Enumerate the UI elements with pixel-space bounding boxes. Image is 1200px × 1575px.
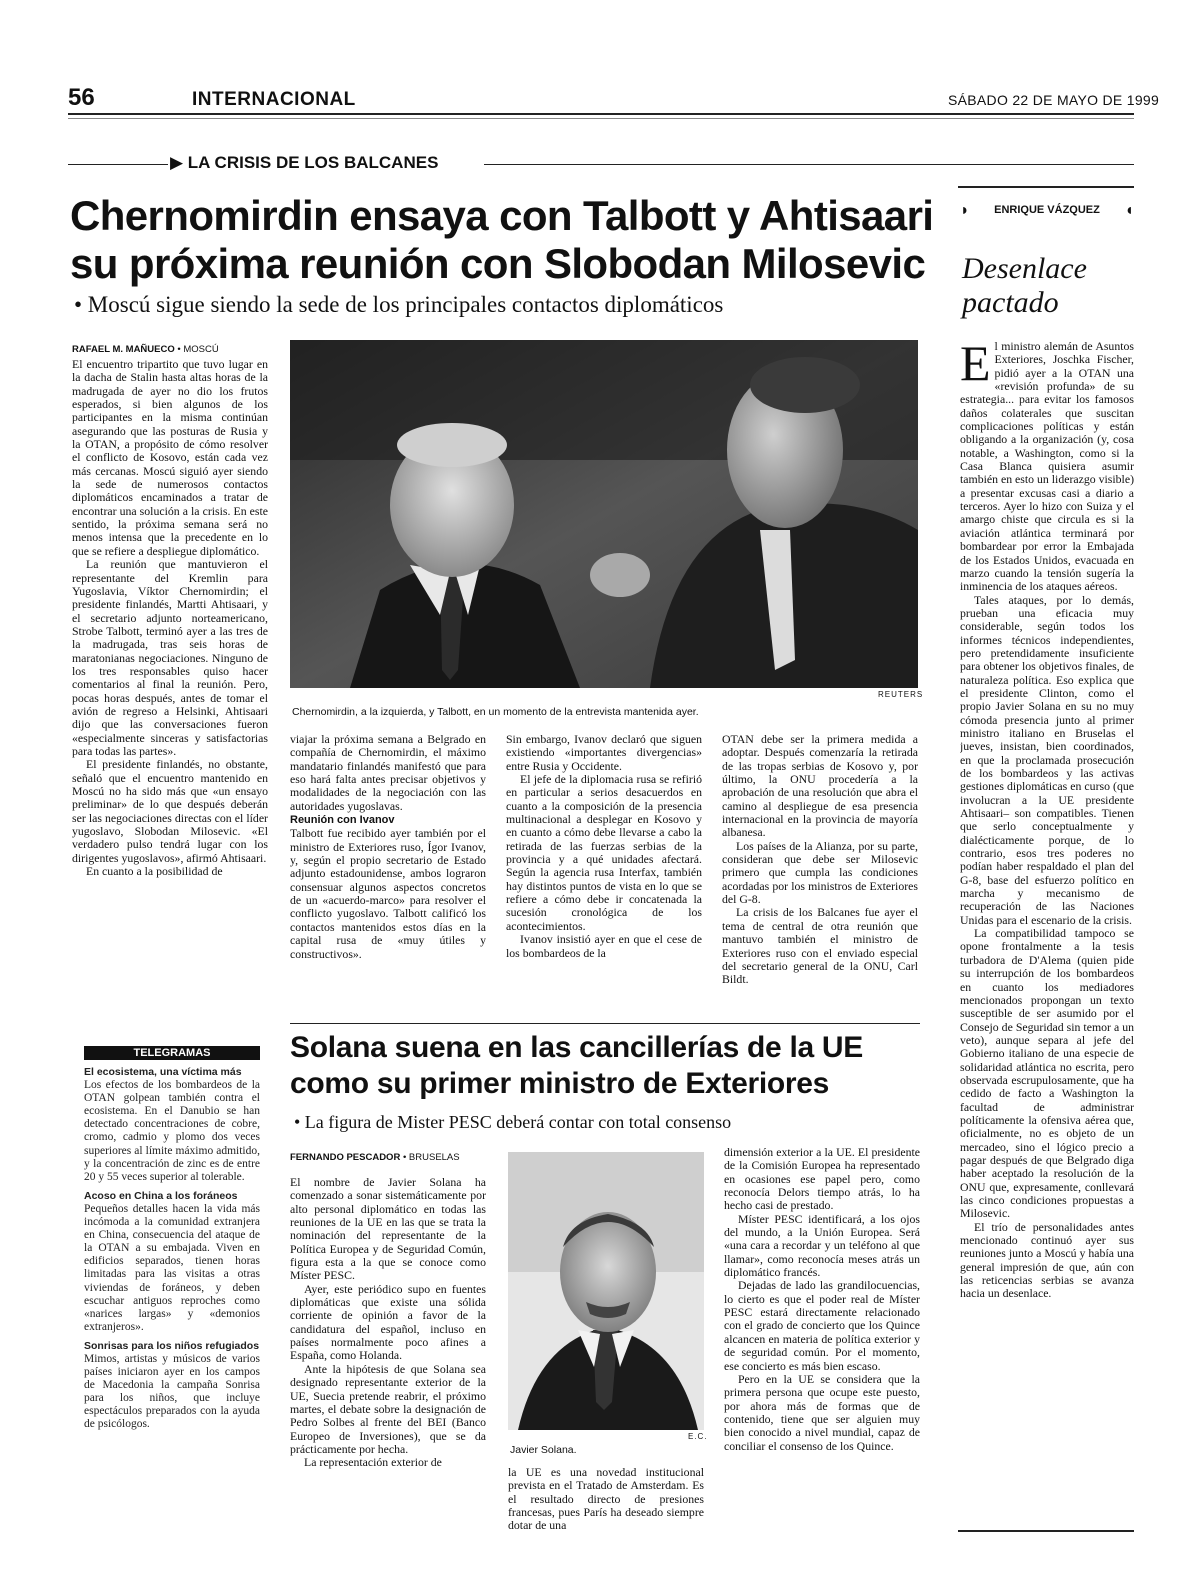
main-headline-line1: Chernomirdin ensaya con Talbott y Ahtisaari: [70, 192, 934, 239]
main-byline-city: • MOSCÚ: [177, 344, 219, 355]
solana-photo-credit: E.C.: [688, 1432, 708, 1441]
telegrams-box: [84, 1066, 260, 1536]
main-col4-par: Los países de la Alianza, por su parte, consideran que debe ser Milosevic primero que cumpla las condiciones acordadas por los ministros de Exteriores del G-8.: [722, 838, 918, 907]
second-col1-par: El nombre de Javier Solana ha comenzado a sonar sistemáticamente por alto personal diplomático en todas las reuniones de la UE en las que se trata la nominación del representante de la Política Europea y de Seguridad Común, figura esta a la que se conoce como Míster PESC.: [290, 1176, 486, 1283]
solana-photo-caption: Javier Solana.: [510, 1444, 577, 1456]
opinion-right-mark-icon: ◖: [1124, 202, 1134, 219]
header-rule: [68, 113, 1134, 115]
main-photo-credit: REUTERS: [878, 690, 924, 699]
kicker: [170, 153, 438, 173]
second-col3-par: Míster PESC identificará, a los ojos del mundo, a la Unión Europea. Será «una cara a recordar y un teléfono al que llamar», como reconocía meses atrás un diplomático francés.: [724, 1211, 920, 1280]
opinion-author: ENRIQUE VÁZQUEZ: [994, 204, 1100, 216]
main-col4-par: OTAN debe ser la primera medida a adoptar. Después comenzaría la retirada de las tropas serbias de Kosovo y, por último, la ONU procedería a la aprobación de una resolución que abra el camino al despliegue de esa presencia internacional en la provincia de mayoría albanesa.: [722, 733, 918, 840]
section-name: INTERNACIONAL: [192, 89, 356, 110]
second-col1-par: Ante la hipótesis de que Solana sea designado representante exterior de la UE, Suecia pretende reabrir, el próximo martes, el debate sobre la designación de Pedro Solbes al frente del BEI (Banco Europeo de Inversiones), que se da prácticamente por hecha.: [290, 1361, 486, 1456]
second-col1-par: La representación exterior de: [304, 1455, 442, 1470]
main-col3-par: El jefe de la diplomacia rusa se refirió en particular a serios desacuerdos en cuanto a la composición de la presencia multinacional a desplegar en Kosovo y en cuanto a cómo debe llevarse a cabo la retirada de las fuerzas serbias de la provincia y a qué unidades afectará. Según la agencia rusa Interfax, también hay distintos puntos de vista en lo que se refiere a cómo debe ir concatenada la sucesión cronológica de los acontecimientos.: [506, 772, 702, 933]
main-col2-par: Talbott fue recibido ayer también por el ministro de Exteriores ruso, Ígor Ivanov, y, según el propio secretario de Estado adjunto estadounidense, ambos lograron consensuar algunos aspectos concretos de un «acuerdo-marco» para resolver el conflicto yugoslavo. Talbott calificó los contactos mantenidos estos días en la capital rusa de «muy útiles y constructivos».: [290, 826, 486, 961]
second-article-rule: [290, 1023, 920, 1024]
telegram-item: [84, 1340, 260, 1432]
kicker-text: LA CRISIS DE LOS BALCANES: [187, 153, 439, 172]
opinion-body: [960, 340, 1134, 1530]
telegram-text: Mimos, artistas y músicos de varios países iniciaron ayer en los campos de Macedonia la campaña Sonrisa para los niños, que incluye espectáculos preparados con la ayuda de psicólogos.: [84, 1352, 260, 1431]
main-headline: [70, 192, 950, 288]
opinion-author-bar: [960, 204, 1134, 218]
opinion-left-mark-icon: ◗: [960, 202, 970, 219]
telegram-item: [84, 1190, 260, 1334]
page-number: 56: [68, 84, 95, 111]
opinion-top-rule: [958, 186, 1134, 188]
solana-photo: [508, 1152, 704, 1430]
main-col3-par: Sin embargo, Ivanov declaró que siguen existiendo «importantes divergencias» entre Rusia y Occidente.: [506, 733, 702, 773]
main-col2-subhead: Reunión con Ivanov: [290, 814, 395, 827]
second-col-3: [724, 1146, 920, 1564]
telegrams-title: TELEGRAMAS: [84, 1046, 260, 1060]
header-rule-dotted: [68, 118, 1134, 119]
telegram-head: El ecosistema, una víctima más: [84, 1066, 242, 1078]
main-col-1: [72, 358, 268, 1014]
second-col-1: [290, 1176, 486, 1564]
second-col3-par: dimensión exterior a la UE. El presidente de la Comisión Europea ha representado en ocasiones ese papel pero, como reconocía Delors tiempo atrás, lo ha hecho casi de prestado.: [724, 1146, 920, 1213]
second-headline: [290, 1030, 930, 1102]
main-col1-par: El presidente finlandés, no obstante, señaló que el encuentro mantenido en Moscú no ha sido más que «un ensayo preliminar» de lo que después deberán ser las negociaciones directas con el líder yugoslavo, Slobodan Milosevic. «El verdadero pulso tendrá lugar con los dirigentes yugoslavos», afirmó Ahtisaari.: [72, 757, 268, 865]
second-byline-city: • BRUSELAS: [402, 1152, 460, 1163]
opinion-par: La compatibilidad tampoco se opone frontalmente a la tesis turbadora de D'Alema (quien pide su interrupción de los bombardeos en cuanto los mediadores mencionados propongan un texto susceptible de ser asumido por el Consejo de Seguridad sin temor a un veto), aunque separa al jefe del Gobierno italiano de una especie de solidaridad atlántica no escrita, pero observada escrupulosamente, que ha cedido de facto a Washington la facultad de administrar políticamente la ofensiva aérea que, oficialmente, no es objeto de un mercadeo, sino el lógico precio a pagar después de que Belgrado diga haber aceptado la resolución de la ONU que, expresamente, conllevará las cinco condiciones propuestas a Milosevic.: [960, 926, 1134, 1221]
second-col3-par: Pero en la UE se considera que la primera persona que ocupe este puesto, por ahora más de formas que de contenido, tiene que ser alguien muy bien conocido a nivel mundial, capaz de conciliar el consenso de los Quince.: [724, 1371, 920, 1453]
kicker-rule-right: [484, 164, 1134, 165]
opinion-first-par: [960, 340, 1134, 594]
kicker-arrow-icon: ▶: [170, 153, 188, 172]
opinion-bottom-rule: [958, 1530, 1134, 1532]
main-col-2: [290, 733, 486, 1013]
javier-solana-photo: [508, 1152, 704, 1430]
telegram-text: Pequeños detalles hacen la vida más incómoda a la comunidad extranjera en China, consecuencia del ataque de la OTAN a su embajada. Viven en edificios separados, tienen horas limitadas para las visitas a otras viviendas de foráneos, y deben escuchar antiguos reproches como «narices largas» y «demonios extranjeros».: [84, 1202, 260, 1333]
second-headline-line1: Solana suena en las cancillerías de la UE: [290, 1031, 863, 1064]
opinion-dropcap: E: [960, 340, 991, 391]
main-deck: • Moscú sigue siendo la sede de los principales contactos diplomáticos: [74, 292, 724, 317]
second-col-2: [508, 1466, 704, 1564]
main-col3-par: Ivanov insistió ayer en que el cese de los bombardeos de la: [506, 932, 702, 960]
main-photo: [290, 340, 918, 688]
main-col1-par: En cuanto a la posibilidad de: [86, 864, 223, 879]
telegram-item: [84, 1066, 260, 1184]
second-col2-par: la UE es una novedad institucional prevista en el Tratado de Amsterdam. Es el resultado directo de presiones francesas, pues París ha deseado siempre dotar de una: [508, 1466, 704, 1533]
main-headline-line2: su próxima reunión con Slobodan Milosevic: [70, 240, 926, 287]
second-col3-par: Dejadas de lado las grandilocuencias, lo cierto es que el poder real de Míster PESC estará directamente relacionado con el grado de concierto que los Quince alcancen en materia de política exterior y de seguridad común. Por el momento, ese concierto es más bien escaso.: [724, 1278, 920, 1373]
main-col1-par: La reunión que mantuvieron el representante del Kremlin para Yugoslavia, Víktor Chernomirdin; el presidente finlandés, Martti Ahtisaari, y el secretario adjunto norteamericano, Strobe Talbott, terminó ayer a las tres de la madrugada, tras seis horas de maratonianas negociaciones. Ninguno de los tres responsables quiso hacer comentarios al final la reunión. Pero, pocas horas después, antes de tomar el avión de regreso a Helsinki, Ahtisaari dijo que las conversaciones fueron «especialmente sinceras y satisfactorias para todas las partes».: [72, 557, 268, 758]
main-byline: [72, 344, 219, 355]
main-col-4: [722, 733, 918, 1013]
second-col1-par: Ayer, este periódico supo en fuentes diplomáticas que existe una sólida corriente de opinión a favor de la candidatura del español, incluso en países normalmente poco afines a España, como Holanda.: [290, 1281, 486, 1363]
opinion-title-line1: Desenlace: [962, 252, 1087, 285]
opinion-par: El trío de personalidades antes mencionado continuó ayer sus reuniones junto a Moscú y había una general impresión de que, aún con las reticencias serbias se avanza hacia un desenlace.: [960, 1219, 1134, 1301]
main-col-3: [506, 733, 702, 1013]
opinion-par: Tales ataques, por lo demás, prueban una eficacia muy considerable, según todos los informes técnicos independientes, pero pretendidamente insuficiente para obtener los objetivos finales, de naturaleza política. Eso explica que el presidente Clinton, como el propio Javier Solana en su no muy cómoda presencia junto al primer ministro italiano en Bruselas el jueves, insistan, bien coordinados, en que la proclamada prosecución de los bombardeos y las activas gestiones diplomáticas en curso (que involucran a la UE presidente Ahtisaari– son compatibles. Tienen que serlo conceptualmente y dialécticamente porque, de lo contrario, esos tres poderes no podían haber respaldado el plan del G-8, base del esfuerzo político en marcha y mecanismo de recuperación de las Naciones Unidas para el escenario de la crisis.: [960, 592, 1134, 927]
second-deck: • La figura de Mister PESC deberá contar con total consenso: [294, 1112, 732, 1132]
telegram-text: Los efectos de los bombardeos de la OTAN golpean también contra el ecosistema. En el Danubio se han detectado concentraciones de cobre, cromo, cadmio y plomo dos veces superiores al límite máximo admitido, y la concentración de zinc es de entre 20 y 55 veces superior al tolerable.: [84, 1079, 260, 1183]
second-byline-name: FERNANDO PESCADOR: [290, 1152, 401, 1163]
main-col4-par: La crisis de los Balcanes fue ayer el tema de central de otra reunión que mantuvo también el ministro de Exteriores ruso con el enviado especial del secretario general de la ONU, Carl Bildt.: [722, 905, 918, 987]
second-headline-line2: como su primer ministro de Exteriores: [290, 1067, 830, 1100]
second-byline: [290, 1152, 460, 1163]
main-byline-name: RAFAEL M. MAÑUECO: [72, 344, 175, 355]
opinion-title-line2: pactado: [962, 286, 1059, 319]
telegram-head: Acoso en China a los foráneos: [84, 1189, 238, 1202]
opinion-first-text: l ministro alemán de Asuntos Exteriores, Joschka Fischer, pidió ayer a la OTAN una «revisión profunda» de su estrategia... para evitar los famosos daños colaterales que suscitan complicaciones políticas y están obligando a la organización (y, cosa notable, a Washington, como si la Casa Blanca quisiera asumir también en esto un liderazgo visible) a presentar excusas casi a diario a terceros. Ayer lo hizo con Suiza y el amargo chiste que circula es si la aviación atlántica terminará por bombardear por error la Embajada de los Estados Unidos, evacuada en marzo cuando la tensión sugería la inminencia de los ataques aéreos.: [960, 340, 1134, 594]
issue-date: SÁBADO 22 DE MAYO DE 1999: [948, 92, 1160, 108]
main-col2-par: viajar la próxima semana a Belgrado en compañía de Chernomirdin, el máximo mandatario finlandés manifestó que para eso hará falta antes precisar objetivos y modalidades de la negociación con las autoridades yugoslavas.: [290, 733, 486, 813]
main-photo-caption: Chernomirdin, a la izquierda, y Talbott, en un momento de la entrevista mantenida ayer.: [292, 706, 699, 718]
kicker-rule-left: [68, 164, 168, 165]
chernomirdin-talbott-photo: [290, 340, 918, 688]
opinion-title: [962, 252, 1087, 320]
telegram-head: Sonrisas para los niños refugiados: [84, 1339, 260, 1352]
main-col1-par: El encuentro tripartito que tuvo lugar en la dacha de Stalin hasta altas horas de la madrugada de ayer no dio los frutos esperados, si bien algunos de los participantes en la misma continúan asegurando que las posturas de Rusia y la OTAN, a propósito de cómo resolver el conflicto de Kosovo, están cada vez más cercanas. Moscú siguió ayer siendo la sede de numerosos contactos diplomáticos encaminados a tratar de encontrar una solución a la crisis. En este sentido, la próxima semana será no menos intensa que la precedente en lo que se refiere a despliegue diplomático.: [72, 358, 268, 558]
